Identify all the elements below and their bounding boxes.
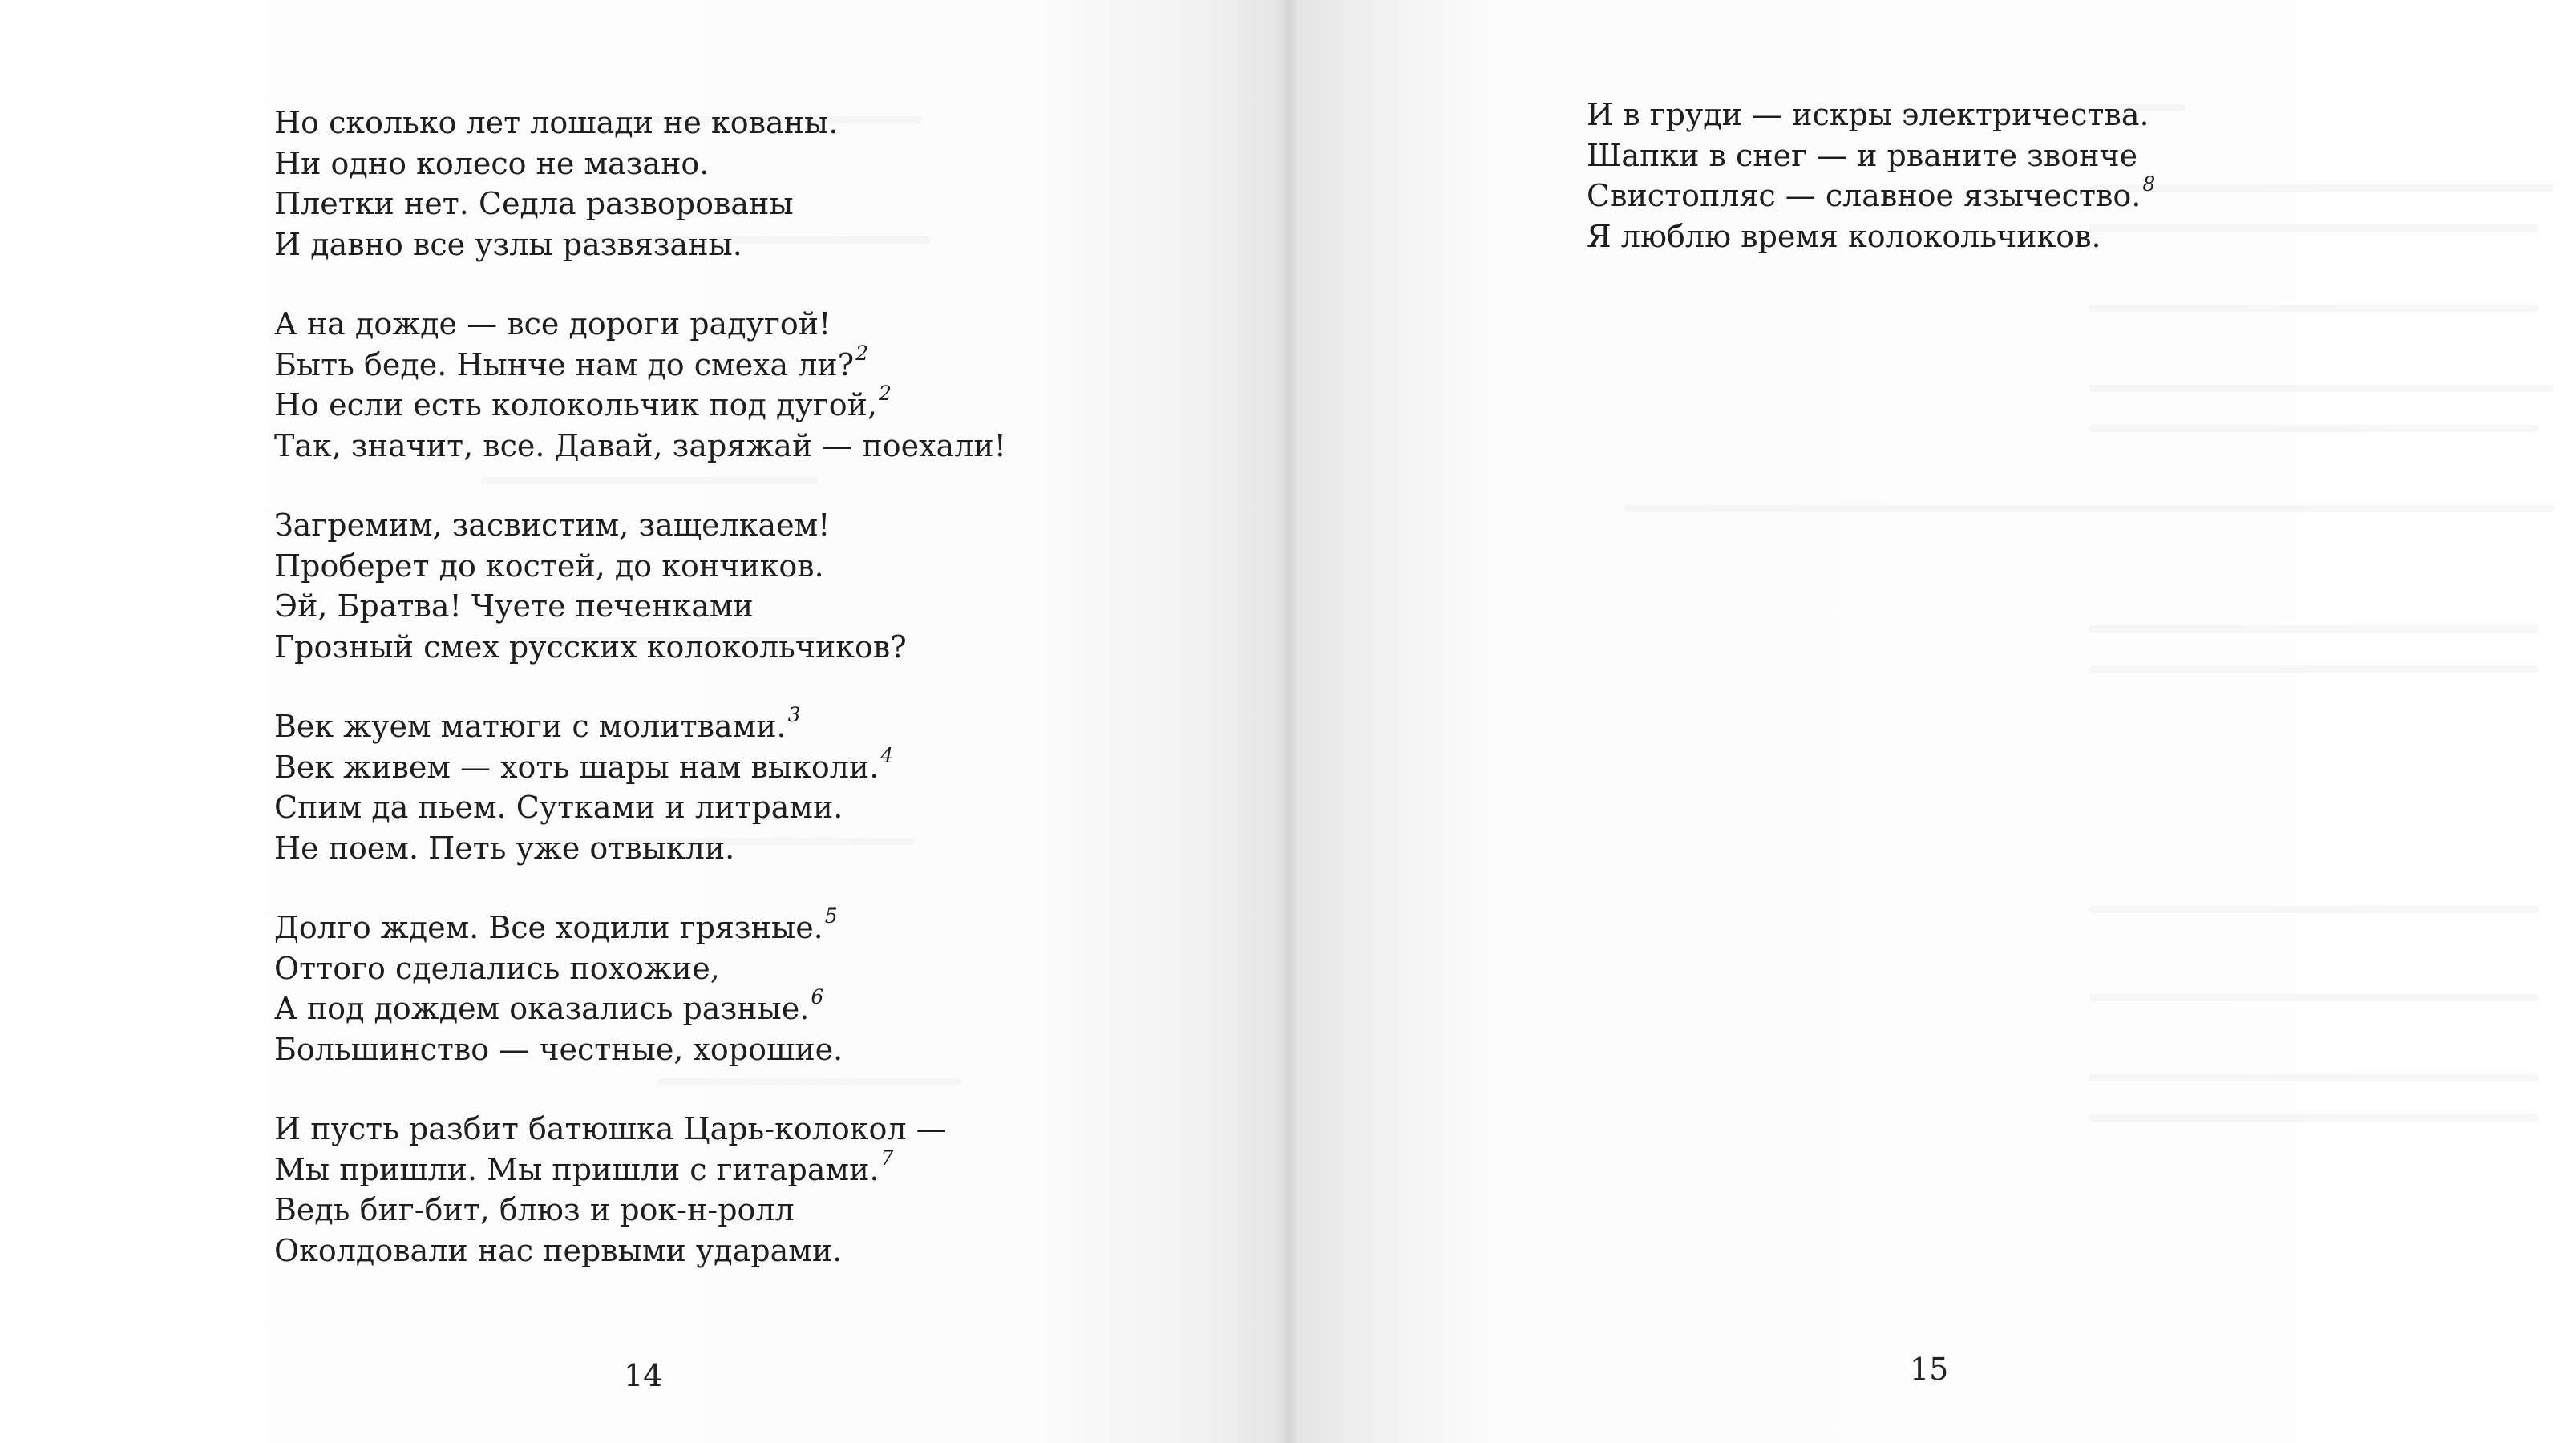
stanza	[274, 304, 1006, 466]
poem-line	[274, 787, 1006, 828]
poem-line	[274, 505, 1006, 546]
poem-line	[274, 1190, 1006, 1231]
footnote-marker: 4	[880, 743, 894, 767]
poem-line-text: Оттого сделались похожие,	[274, 950, 720, 986]
poem-line	[274, 143, 1006, 184]
poem-line-text: Большинство — честные, хорошие.	[274, 1031, 843, 1067]
poem-line	[274, 426, 1006, 467]
poem-line-text: Спим да пьем. Сутками и литрами.	[274, 790, 843, 825]
poem-line	[274, 1029, 1006, 1070]
poem-line	[274, 382, 1006, 426]
poem-line-text: Загремим, засвистим, защелкаем!	[274, 507, 831, 543]
poem-line	[274, 828, 1006, 869]
poem-line-text: Проберет до костей, до кончиков.	[274, 548, 824, 584]
poem-line-text: Шапки в снег — и рваните звонче	[1587, 137, 2138, 173]
poem-line-text: Ведь биг-бит, блюз и рок-н-ролл	[274, 1192, 795, 1227]
poem-right	[1587, 95, 2155, 296]
stanza	[274, 703, 1006, 868]
poem-line	[274, 985, 1006, 1029]
poem-line-text: И в груди — искры электричества.	[1587, 97, 2149, 132]
poem-left	[274, 103, 1006, 1310]
footnote-marker: 6	[811, 985, 824, 1009]
poem-line	[274, 627, 1006, 668]
poem-line-text: Ни одно колесо не мазано.	[274, 145, 710, 181]
poem-line	[274, 341, 1006, 386]
footnote-marker: 3	[787, 703, 801, 727]
poem-line-text: Долго ждем. Все ходили грязные.	[274, 910, 823, 945]
poem-line	[274, 184, 1006, 224]
poem-line-text: А под дождем оказались разные.	[274, 991, 810, 1026]
poem-line	[274, 224, 1006, 265]
poem-line-text: И давно все узлы развязаны.	[274, 226, 742, 262]
footnote-marker: 5	[824, 904, 838, 928]
poem-line-text: Но если есть колокольчик под дугой,	[274, 387, 877, 422]
poem-line	[1587, 172, 2156, 216]
poem-line-text: Эй, Братва! Чуете печенками	[274, 588, 754, 624]
poem-line	[274, 586, 1006, 627]
right-page	[1288, 0, 2576, 1443]
poem-line-text: А на дожде — все дороги радугой!	[274, 306, 831, 342]
footnote-marker: 2	[878, 382, 892, 406]
poem-line-text: Так, значит, все. Давай, заряжай — поехали!	[274, 427, 1006, 463]
stanza	[1587, 95, 2155, 257]
poem-line	[1587, 216, 2155, 257]
poem-line-text: Мы пришли. Мы пришли с гитарами.	[274, 1151, 880, 1187]
poem-line-text: Плетки нет. Седла разворованы	[274, 186, 794, 221]
stanza	[274, 1109, 1006, 1271]
footnote-marker: 2	[855, 341, 868, 365]
poem-line-text: Быть беде. Нынче нам до смеха ли?	[274, 346, 855, 382]
poem-line	[274, 743, 1006, 788]
footnote-marker: 8	[2142, 172, 2156, 196]
poem-line-text: Свистопляс — славное язычество.	[1587, 178, 2141, 213]
stanza	[274, 103, 1006, 265]
poem-line	[1587, 135, 2155, 176]
stanza	[274, 505, 1006, 667]
poem-line	[274, 703, 1006, 747]
poem-line-text: И пусть разбит батюшка Царь-колокол —	[274, 1111, 947, 1146]
poem-line	[274, 1109, 1006, 1150]
poem-line	[1587, 95, 2155, 135]
poem-line-text: Околдовали нас первыми ударами.	[274, 1232, 843, 1268]
page-number-right: 15	[1910, 1352, 1949, 1387]
poem-line-text: Я люблю время колокольчиков.	[1587, 218, 2101, 254]
poem-line-text: Но сколько лет лошади не кованы.	[274, 105, 839, 140]
poem-line	[274, 1146, 1006, 1190]
stanza	[274, 904, 1006, 1069]
poem-line	[274, 904, 1006, 948]
poem-line	[274, 103, 1006, 143]
poem-line-text: Век жуем матюги с молитвами.	[274, 709, 787, 744]
poem-line	[274, 546, 1006, 587]
book-gutter	[1278, 0, 1299, 1443]
poem-line	[274, 304, 1006, 345]
poem-line-text: Не поем. Петь уже отвыкли.	[274, 830, 735, 866]
poem-line-text: Грозный смех русских колокольчиков?	[274, 629, 907, 665]
poem-line	[274, 948, 1006, 989]
footnote-marker: 7	[880, 1146, 894, 1170]
page-number-left: 14	[624, 1358, 663, 1393]
poem-line	[274, 1231, 1006, 1271]
poem-line-text: Век живем — хоть шары нам выколи.	[274, 749, 880, 785]
